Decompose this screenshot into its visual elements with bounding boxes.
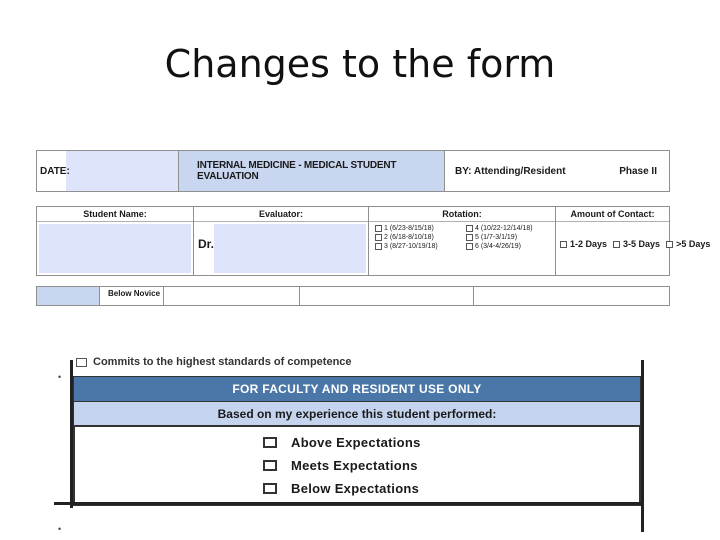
- option-above-expectations[interactable]: Above Expectations: [263, 435, 421, 450]
- checkbox[interactable]: [375, 234, 382, 241]
- checkbox[interactable]: [466, 234, 473, 241]
- checkbox[interactable]: [76, 358, 87, 367]
- checkbox[interactable]: [375, 225, 382, 232]
- rotation-option[interactable]: 2 (6/18-8/10/18): [375, 234, 462, 241]
- checkbox[interactable]: [560, 241, 567, 248]
- checkbox[interactable]: [666, 241, 673, 248]
- contact-option[interactable]: >5 Days: [666, 239, 710, 249]
- margin-mark: •: [58, 524, 62, 534]
- date-field[interactable]: [37, 151, 179, 191]
- rotation-option[interactable]: 4 (10/22-12/14/18): [466, 225, 553, 232]
- option-meets-expectations[interactable]: Meets Expectations: [263, 458, 418, 473]
- contact-label: Amount of Contact:: [556, 207, 669, 222]
- slide-title: Changes to the form: [164, 42, 556, 86]
- form-footer-crop: [54, 354, 646, 534]
- checkbox[interactable]: [613, 241, 620, 248]
- contact-option[interactable]: 1-2 Days: [560, 239, 607, 249]
- student-name-column: [37, 207, 194, 275]
- dr-prefix: Dr.: [198, 237, 215, 251]
- performance-options-box: [73, 426, 641, 506]
- contact-column: [556, 207, 711, 275]
- rating-header-cell: [474, 287, 669, 305]
- rating-header-row: [36, 286, 670, 306]
- checkbox[interactable]: [263, 483, 277, 494]
- rating-header-cell: [300, 287, 474, 305]
- checkbox[interactable]: [375, 243, 382, 250]
- contact-options: [560, 239, 711, 249]
- border-line: [54, 502, 644, 505]
- form-title: INTERNAL MEDICINE - MEDICAL STUDENT EVALUATION: [179, 151, 445, 191]
- by-label: BY: Attending/Resident: [455, 165, 566, 177]
- checkbox[interactable]: [466, 225, 473, 232]
- evaluator-label: Evaluator:: [194, 207, 368, 222]
- phase-label: Phase II: [619, 165, 657, 177]
- checkbox[interactable]: [466, 243, 473, 250]
- evaluator-field[interactable]: [214, 224, 366, 273]
- checkbox[interactable]: [263, 437, 277, 448]
- student-name-field[interactable]: [39, 224, 191, 273]
- student-name-label: Student Name:: [37, 207, 193, 222]
- margin-mark: •: [58, 372, 62, 382]
- rating-header-cell: [164, 287, 300, 305]
- rating-header-cell: [37, 287, 100, 305]
- commits-text: Commits to the highest standards of competence: [93, 356, 352, 368]
- rotation-option[interactable]: 3 (8/27-10/19/18): [375, 243, 462, 250]
- rotation-option[interactable]: 6 (3/4-4/26/19): [466, 243, 553, 250]
- contact-option[interactable]: 3-5 Days: [613, 239, 660, 249]
- evaluator-type-cell: [445, 151, 669, 191]
- faculty-use-header: FOR FACULTY AND RESIDENT USE ONLY: [73, 376, 641, 402]
- rotation-options: [375, 225, 553, 250]
- experience-header: Based on my experience this student performed:: [73, 402, 641, 426]
- below-novice-header: Below Novice: [100, 287, 164, 305]
- form-header-crop: [36, 150, 711, 304]
- rotation-label: Rotation:: [369, 207, 555, 222]
- rotation-option[interactable]: 1 (6/23-8/15/18): [375, 225, 462, 232]
- form-info-row: [36, 206, 711, 276]
- border-line: [641, 360, 644, 532]
- option-below-expectations[interactable]: Below Expectations: [263, 481, 419, 496]
- evaluator-column: [194, 207, 369, 275]
- form-header-row: [36, 150, 670, 192]
- rotation-option[interactable]: 5 (1/7-3/1/19): [466, 234, 553, 241]
- rotation-column: [369, 207, 556, 275]
- date-label: DATE:: [40, 165, 70, 177]
- commits-item[interactable]: [76, 356, 352, 368]
- checkbox[interactable]: [263, 460, 277, 471]
